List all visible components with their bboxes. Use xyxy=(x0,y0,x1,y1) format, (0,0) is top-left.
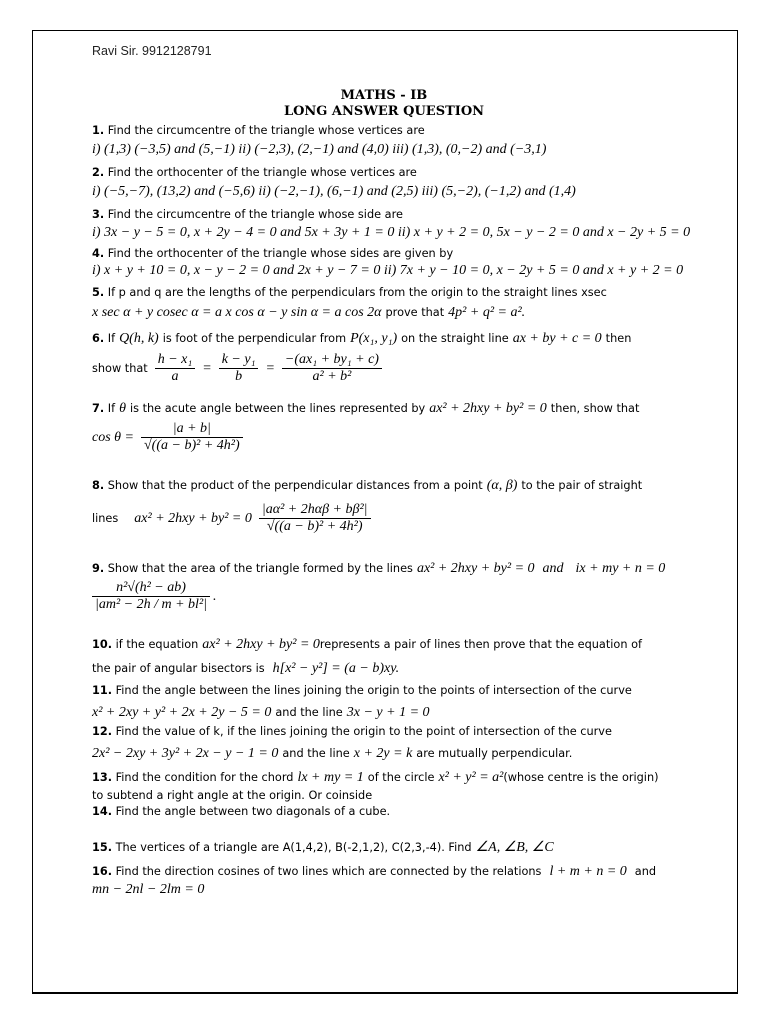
question-7: 7. If θ is the acute angle between the lines represented by ax² + 2hxy + by² = 0 then, show that xyxy=(92,401,640,416)
question-16-math: mn − 2nl − 2lm = 0 xyxy=(92,882,205,897)
question-4-math: i) x + y + 10 = 0, x − y − 2 = 0 and 2x + y − 7 = 0 ii) 7x + y − 10 = 0, x − 2y + 5 = 0 and x + y + 2 = 0 xyxy=(92,263,684,278)
question-7-formula: cos θ = $\frac{|a + b|}{\text{√((a − b)² + 4h²)}}$ xyxy=(92,421,246,454)
page-border-bottom xyxy=(32,991,738,994)
question-5-math: x sec α + y cosec α = a x cos α − y sin α = a cos 2α prove that 4p² + q² = a². xyxy=(92,305,526,320)
question-9-formula: $\frac{\text{n²√(h² − ab)}}{\text{|am² − 2h / m + bl²|}}$ . xyxy=(92,580,217,613)
question-8: 8. Show that the product of the perpendicular distances from a point (α, β) to the pair of straight xyxy=(92,478,643,493)
page-title: MATHS - IB xyxy=(340,88,428,103)
question-15: 15. The vertices of a triangle are A(1,4,2), B(-2,1,2), C(2,3,-4). Find ∠A, ∠B, ∠C xyxy=(92,840,554,855)
page-subtitle: LONG ANSWER QUESTION xyxy=(283,104,485,119)
author-header: Ravi Sir. 9912128791 xyxy=(92,44,212,58)
question-3-math: i) 3x − y − 5 = 0, x + 2y − 4 = 0 and 5x + 3y + 1 = 0 ii) x + y + 2 = 0, 5x − y − 2 = 0 and x − 2y + 5 = 0 xyxy=(92,225,691,240)
question-1: 1. Find the circumcentre of the triangle whose vertices are xyxy=(92,124,425,137)
question-2: 2. Find the orthocenter of the triangle whose vertices are xyxy=(92,166,417,179)
question-1-math: i) (1,3) (−3,5) and (5,−1) ii) (−2,3), (2,−1) and (4,0) iii) (1,3), (0,−2) and (−3,1) xyxy=(92,142,547,157)
question-6-formula: show that $\frac{\text{h − x₁}}{a}$ = $\frac{\text{k − y₁}}{b}$ = $\frac{\text{−(ax₁ + by₁ + c)}}{\text{a² + b²}}$ xyxy=(92,352,385,385)
question-5: 5. If p and q are the lengths of the perpendiculars from the origin to the straight lines xsec xyxy=(92,286,607,299)
question-9: 9. Show that the area of the triangle formed by the lines ax² + 2hxy + by² = 0 and ix + my + n = 0 xyxy=(92,561,666,576)
question-14: 14. Find the angle between two diagonals of a cube. xyxy=(92,805,391,818)
question-4: 4. Find the orthocenter of the triangle whose sides are given by xyxy=(92,247,454,260)
question-13: 13. Find the condition for the chord lx + my = 1 of the circle x² + y² = a²(whose centre is the origin) xyxy=(92,770,659,785)
question-11: 11. Find the angle between the lines joining the origin to the points of intersection of the curve xyxy=(92,684,632,697)
question-6: 6. If Q(h, k) is foot of the perpendicular from P(x₁, y₁) on the straight line ax + by + c = 0 then xyxy=(92,331,632,346)
question-11-math: x² + 2xy + y² + 2x + 2y − 5 = 0 and the line 3x − y + 1 = 0 xyxy=(92,705,430,720)
question-16: 16. Find the direction cosines of two lines which are connected by the relations l + m + n = 0 and xyxy=(92,864,657,879)
question-8-formula: lines ax² + 2hxy + by² = 0 $\frac{\text{|aα² + 2hαβ + bβ²|}}{\text{√((a − b)² + 4h²)}}$ xyxy=(92,502,374,535)
question-13-cont: to subtend a right angle at the origin. Or coinside xyxy=(92,789,373,802)
question-12: 12. Find the value of k, if the lines joining the origin to the point of intersection of the curve xyxy=(92,725,612,738)
question-2-math: i) (−5,−7), (13,2) and (−5,6) ii) (−2,−1), (6,−1) and (2,5) iii) (5,−2), (−1,2) and (1,4) xyxy=(92,184,576,199)
question-3: 3. Find the circumcentre of the triangle whose side are xyxy=(92,208,403,221)
question-10: 10. if the equation ax² + 2hxy + by² = 0represents a pair of lines then prove that the equation of xyxy=(92,637,642,652)
question-12-math: 2x² − 2xy + 3y² + 2x − y − 1 = 0 and the line x + 2y = k are mutually perpendicular. xyxy=(92,746,573,761)
question-10-cont: the pair of angular bisectors is h[x² − y²] = (a − b)xy. xyxy=(92,661,400,676)
